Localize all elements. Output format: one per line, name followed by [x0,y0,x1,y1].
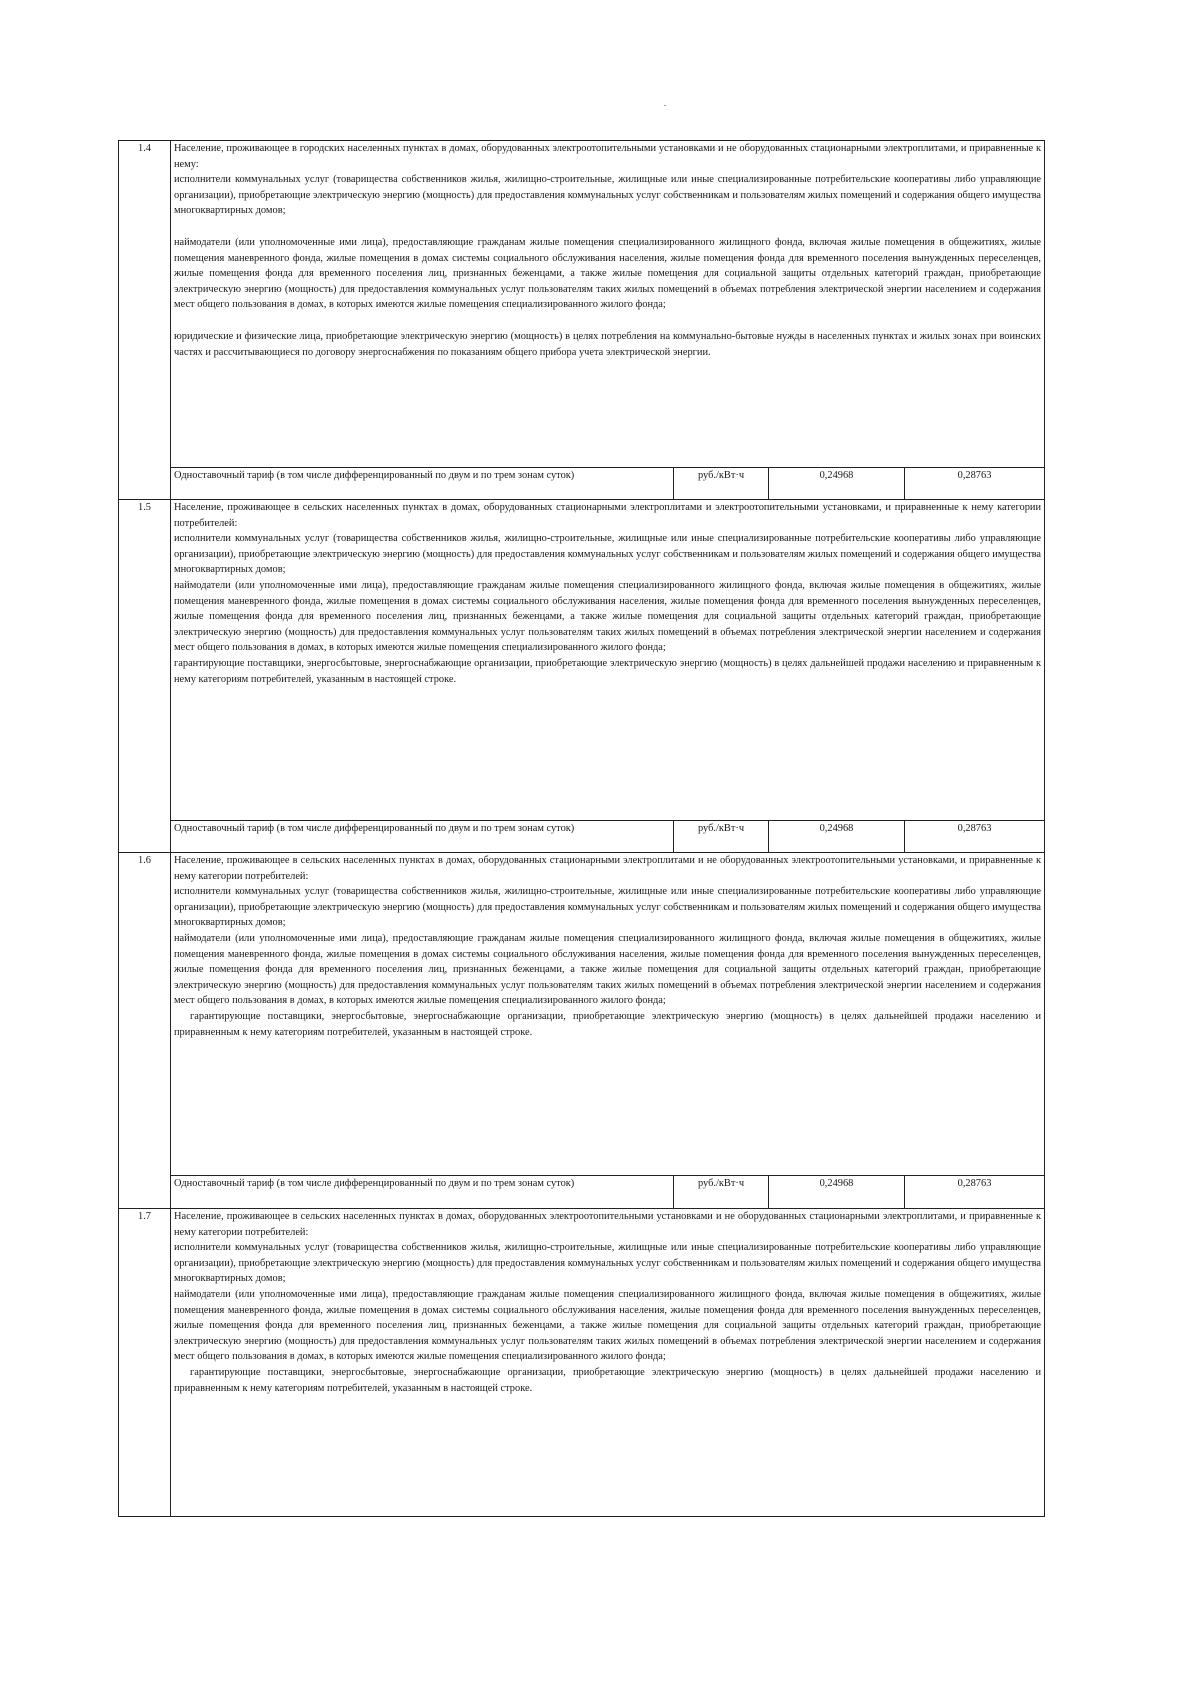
section-description [171,141,1045,468]
section-paragraph: наймодатели (или уполномоченные ими лица), предоставляющие гражданам жилые помещения специализированного жилищного фонда, включая жилые помещения в общежитиях, жилые помещения маневренного фонда, жилые помещения в домах системы социального обслуживания населения, жилые помещения фонда для временного поселения вынужденных переселенцев, жилые помещения фонда для временного поселения лиц, признанных беженцами, а также жилые помещения для социальной защиты отдельных категорий граждан, приобретающие электрическую энергию (мощность) для предоставления коммунальных услуг пользователям таких жилых помещений в объемах потребления электрической энергии населением и содержания мест общего пользования в домах, в которых имеются жилые помещения специализированного жилого фонда; [174,1288,1042,1363]
section-number: 1.7 [119,1209,171,1517]
tariff-value-2: 0,28763 [905,821,1045,853]
section-description [171,853,1045,1176]
section-paragraph: исполнители коммунальных услуг (товарищества собственников жилья, жилищно-строительные, жилищные или иные специализированные потребительские кооперативы либо управляющие организации), приобретающие электрическую энергию (мощность) для предоставления коммунальных услуг собственникам и пользователям жилых помещений и содержания общего имущества многоквартирных домов; [174,886,1042,929]
tariff-unit: руб./кВт·ч [674,821,769,853]
section-paragraph: исполнители коммунальных услуг (товарищества собственников жилья, жилищно-строительные, жилищные или иные специализированные потребительские кооперативы либо управляющие организации), приобретающие электрическую энергию (мощность) для предоставления коммунальных услуг собственникам и пользователям жилых помещений и содержания общего имущества многоквартирных домов; [174,174,1042,217]
section-paragraph: исполнители коммунальных услуг (товарищества собственников жилья, жилищно-строительные, жилищные или иные специализированные потребительские кооперативы либо управляющие организации), приобретающие электрическую энергию (мощность) для предоставления коммунальных услуг собственникам и пользователям жилых помещений и содержания общего имущества многоквартирных домов; [174,533,1042,576]
tariff-row [119,821,1045,853]
tariff-value-1: 0,24968 [769,821,905,853]
tariff-label: Одноставочный тариф (в том числе дифференцированный по двум и по трем зонам суток) [171,468,674,500]
section-paragraph: наймодатели (или уполномоченные ими лица), предоставляющие гражданам жилые помещения специализированного жилищного фонда, включая жилые помещения в общежитиях, жилые помещения маневренного фонда, жилые помещения в домах системы социального обслуживания населения, жилые помещения фонда для временного поселения вынужденных переселенцев, жилые помещения фонда для временного поселения лиц, признанных беженцами, а также жилые помещения для социальной защиты отдельных категорий граждан, приобретающие электрическую энергию (мощность) для предоставления коммунальных услуг пользователям таких жилых помещений в объемах потребления электрической энергии населением и содержания мест общего пользования в домах, в которых имеются жилые помещения специализированного жилого фонда; [174,579,1042,654]
section-row [119,1209,1045,1517]
section-number: 1.4 [119,141,171,500]
section-number: 1.6 [119,853,171,1209]
scan-speck [664,105,666,106]
tariff-table [118,140,1045,1517]
tariff-unit: руб./кВт·ч [674,468,769,500]
tariff-row [119,1176,1045,1209]
section-row [119,500,1045,821]
section-paragraph: юридические и физические лица, приобретающие электрическую энергию (мощность) в целях потребления на коммунально-бытовые нужды в населенных пунктах и жилых зонах при воинских частях и рассчитывающиеся по договору энергоснабжения по показаниям общего прибора учета электрической энергии. [174,330,1042,358]
section-paragraph: гарантирующие поставщики, энергосбытовые, энергоснабжающие организации, приобретающие электрическую энергию (мощность) в целях дальнейшей продажи населению и приравненным к нему категориям потребителей, указанным в настоящей строке. [174,657,1042,685]
tariff-label: Одноставочный тариф (в том числе дифференцированный по двум и по трем зонам суток) [171,1176,674,1209]
section-paragraph: исполнители коммунальных услуг (товарищества собственников жилья, жилищно-строительные, жилищные или иные специализированные потребительские кооперативы либо управляющие организации), приобретающие электрическую энергию (мощность) для предоставления коммунальных услуг собственникам и пользователям жилых помещений и содержания общего имущества многоквартирных домов; [174,1242,1042,1285]
section-heading: Население, проживающее в городских населенных пунктах в домах, оборудованных электроотопительными установками и не оборудованных стационарными электроплитами, и приравненные к нему: [174,143,1042,170]
section-row [119,141,1045,468]
section-number: 1.5 [119,500,171,853]
tariff-value-2: 0,28763 [905,1176,1045,1209]
section-paragraph: гарантирующие поставщики, энергосбытовые, энергоснабжающие организации, приобретающие электрическую энергию (мощность) в целях дальнейшей продажи населению и приравненным к нему категориям потребителей, указанным в настоящей строке. [174,1366,1042,1394]
tariff-unit: руб./кВт·ч [674,1176,769,1209]
section-paragraph: наймодатели (или уполномоченные ими лица), предоставляющие гражданам жилые помещения специализированного жилищного фонда, включая жилые помещения в общежитиях, жилые помещения маневренного фонда, жилые помещения в домах системы социального обслуживания населения, жилые помещения фонда для временного поселения вынужденных переселенцев, жилые помещения фонда для временного поселения лиц, признанных беженцами, а также жилые помещения для социальной защиты отдельных категорий граждан, приобретающие электрическую энергию (мощность) для предоставления коммунальных услуг пользователям таких жилых помещений в объемах потребления электрической энергии населением и содержания мест общего пользования в домах, в которых имеются жилые помещения специализированного жилого фонда; [174,236,1042,311]
section-row [119,853,1045,1176]
section-paragraph: наймодатели (или уполномоченные ими лица), предоставляющие гражданам жилые помещения специализированного жилищного фонда, включая жилые помещения в общежитиях, жилые помещения маневренного фонда, жилые помещения в домах системы социального обслуживания населения, жилые помещения фонда для временного поселения вынужденных переселенцев, жилые помещения фонда для временного поселения лиц, признанных беженцами, а также жилые помещения для социальной защиты отдельных категорий граждан, приобретающие электрическую энергию (мощность) для предоставления коммунальных услуг пользователям таких жилых помещений в объемах потребления электрической энергии населением и содержания мест общего пользования в домах, в которых имеются жилые помещения специализированного жилого фонда; [174,932,1042,1007]
section-description [171,1209,1045,1517]
section-description [171,500,1045,821]
section-heading: Население, проживающее в сельских населенных пунктах в домах, оборудованных электроотопительными установками и не оборудованных стационарными электроплитами, и приравненные к нему категории потребителей: [174,1211,1042,1238]
tariff-label: Одноставочный тариф (в том числе дифференцированный по двум и по трем зонам суток) [171,821,674,853]
tariff-value-1: 0,24968 [769,468,905,500]
section-heading: Население, проживающее в сельских населенных пунктах в домах, оборудованных стационарными электроплитами и электроотопительными установками, и приравненные к нему категории потребителей: [174,502,1042,529]
tariff-value-2: 0,28763 [905,468,1045,500]
section-paragraph: гарантирующие поставщики, энергосбытовые, энергоснабжающие организации, приобретающие электрическую энергию (мощность) в целях дальнейшей продажи населению и приравненным к нему категориям потребителей, указанным в настоящей строке. [174,1010,1042,1038]
section-heading: Население, проживающее в сельских населенных пунктах в домах, оборудованных стационарными электроплитами и не оборудованных электроотопительными установками, и приравненные к нему категории потребителей: [174,855,1042,882]
tariff-value-1: 0,24968 [769,1176,905,1209]
tariff-row [119,468,1045,500]
